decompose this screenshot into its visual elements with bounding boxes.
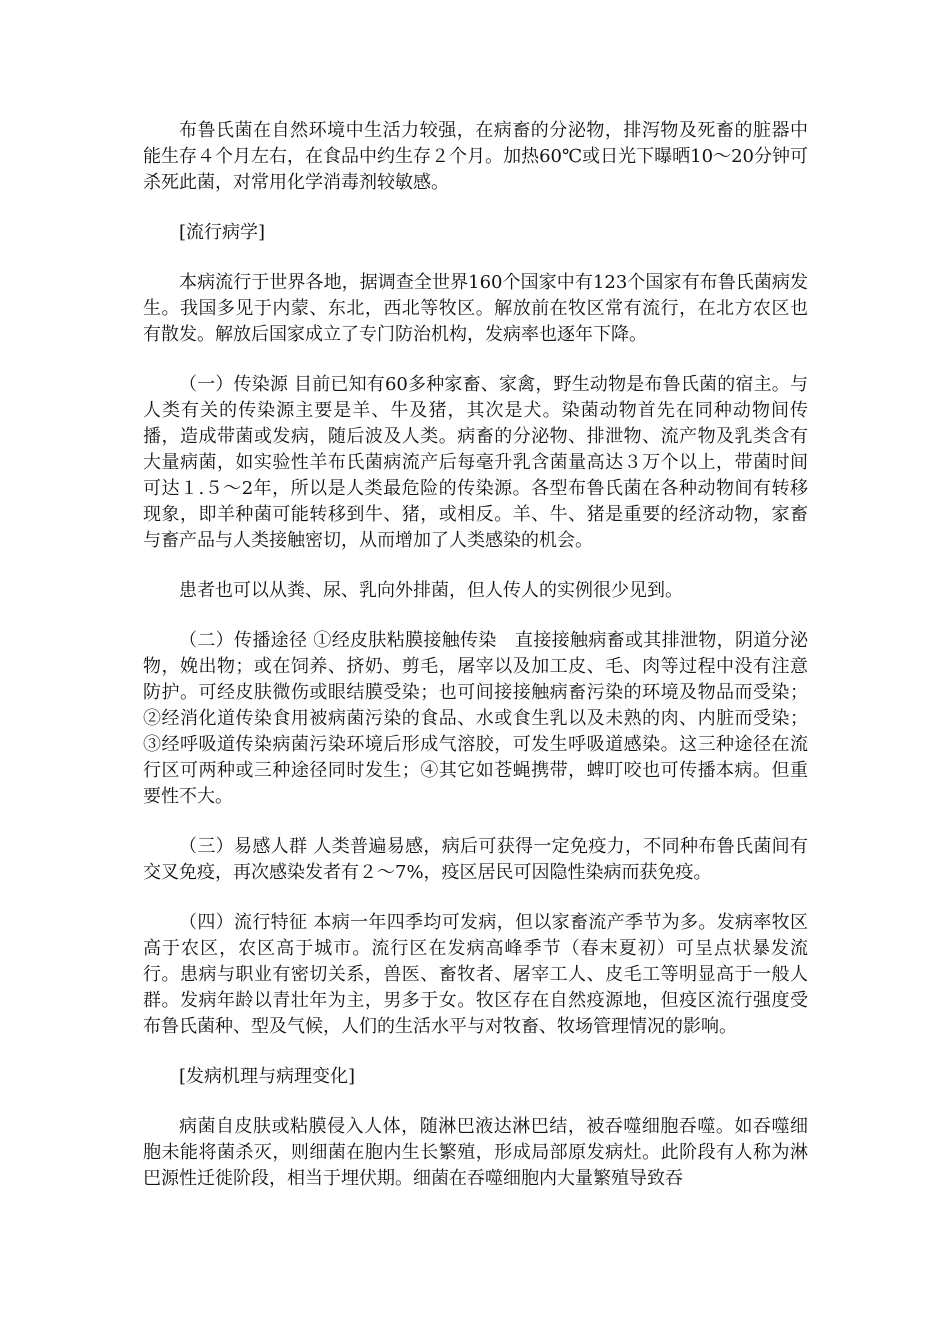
document-page [143,118,808,1216]
paragraph-susceptible-population: （三）易感人群 人类普遍易感，病后可获得一定免疫力，不同种布鲁氏菌间有交叉免疫，再次感染发者有２～7%，疫区居民可因隐性染病而获免疫。 [143,836,808,883]
paragraph-epidemiology-overview: 本病流行于世界各地，据调查全世界160个国家中有123个国家有布鲁氏菌病发生。我国多见于内蒙、东北，西北等牧区。解放前在牧区常有流行，在北方农区也有散发。解放后国家成立了专门防治机构，发病率也逐年下降。 [143,272,808,345]
paragraph-patient-shedding: 患者也可以从粪、尿、乳向外排菌，但人传人的实例很少见到。 [179,580,683,601]
section-heading-epidemiology: [流行病学] [179,222,266,243]
paragraph-transmission-routes: （二）传播途径 ①经皮肤粘膜接触传染 直接接触病畜或其排泄物，阴道分泌物，娩出物；或在饲养、挤奶、剪毛，屠宰以及加工皮、毛、肉等过程中没有注意防护。可经皮肤微伤或眼结膜受染；也可间接接触病畜污染的环境及物品而受染；②经消化道传染食用被病菌污染的食品、水或食生乳以及未熟的肉、内脏而受染；③经呼吸道传染病菌污染环境后形成气溶胶，可发生呼吸道感染。这三种途径在流行区可两种或三种途径同时发生；④其它如苍蝇携带，蜱叮咬也可传播本病。但重要性不大。 [143,630,808,807]
section-heading-pathogenesis: [发病机理与病理变化] [179,1066,356,1087]
paragraph-brucella-survival: 布鲁氏菌在自然环境中生活力较强，在病畜的分泌物，排泻物及死畜的脏器中能生存４个月左右，在食品中约生存２个月。加热60℃或日光下曝晒10～20分钟可杀死此菌，对常用化学消毒剂较敏感。 [143,120,808,193]
paragraph-pathogenesis: 病菌自皮肤或粘膜侵入人体，随淋巴液达淋巴结，被吞噬细胞吞噬。如吞噬细胞未能将菌杀灭，则细菌在胞内生长繁殖，形成局部原发病灶。此阶段有人称为淋巴源性迁徙阶段，相当于埋伏期。细菌在吞噬细胞内大量繁殖导致吞 [143,1116,808,1189]
paragraph-source-of-infection: （一）传染源 目前已知有60多种家畜、家禽，野生动物是布鲁氏菌的宿主。与人类有关的传染源主要是羊、牛及猪，其次是犬。染菌动物首先在同种动物间传播，造成带菌或发病，随后波及人类。病畜的分泌物、排泄物、流产物及乳类含有大量病菌，如实验性羊布氏菌病流产后每毫升乳含菌量高达３万个以上，带菌时间可达１.５～2年，所以是人类最危险的传染源。各型布鲁氏菌在各种动物间有转移现象，即羊种菌可能转移到牛、猪，或相反。羊、牛、猪是重要的经济动物，家畜与畜产品与人类接触密切，从而增加了人类感染的机会。 [143,374,808,551]
paragraph-epidemic-features: （四）流行特征 本病一年四季均可发病，但以家畜流产季节为多。发病率牧区高于农区，农区高于城市。流行区在发病高峰季节（春末夏初）可呈点状暴发流行。患病与职业有密切关系，兽医、畜牧者、屠宰工人、皮毛工等明显高于一般人群。发病年龄以青壮年为主，男多于女。牧区存在自然疫源地，但疫区流行强度受布鲁氏菌种、型及气候，人们的生活水平与对牧畜、牧场管理情况的影响。 [143,912,808,1037]
